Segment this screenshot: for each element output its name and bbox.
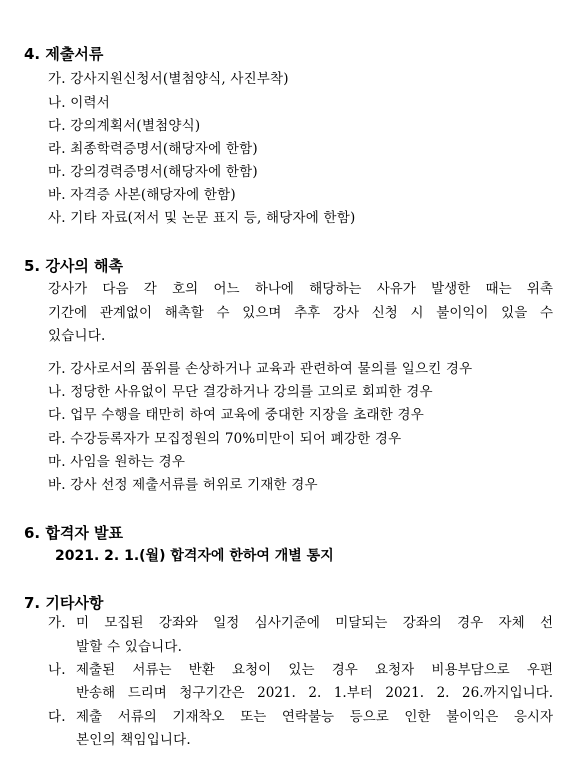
section-7-item-line: 미 모집된 강좌와 일정 심사기준에 미달되는 강좌의 경우 자체 선 xyxy=(76,615,553,631)
section-4-item: 사. 기타 자료(저서 및 논문 표지 등, 해당자에 한함) xyxy=(48,210,356,226)
section-4-item: 나. 이력서 xyxy=(48,95,110,111)
section-4-item: 가. 강사지원신청서(별첨양식, 사진부착) xyxy=(48,71,289,87)
section-5-item: 바. 강사 선정 제출서류를 허위로 기재한 경우 xyxy=(48,477,318,493)
section-4-item: 다. 강의계획서(별첨양식) xyxy=(48,118,201,134)
section-5-heading: 5. 강사의 해촉 xyxy=(24,257,124,275)
section-7-item-line: 발할 수 있습니다. xyxy=(76,639,183,655)
section-5-intro-line: 있습니다. xyxy=(48,328,106,344)
section-6-heading: 6. 합격자 발표 xyxy=(24,524,124,542)
announcement-date: 2021. 2. 1.(월) 합격자에 한하여 개별 통지 xyxy=(55,548,334,564)
section-7-item-label: 가. xyxy=(48,615,66,631)
section-7-item-label: 다. xyxy=(48,709,66,725)
section-5-intro-line: 기간에 관계없이 해촉할 수 있으며 추후 강사 신청 시 불이익이 있을 수 xyxy=(48,305,553,321)
section-7-item-label: 나. xyxy=(48,662,66,678)
section-5-item: 라. 수강등록자가 모집정원의 70%미만이 되어 폐강한 경우 xyxy=(48,431,402,447)
section-7-item-line: 본인의 책임입니다. xyxy=(76,732,191,748)
section-5-item: 가. 강사로서의 품위를 손상하거나 교육과 관련하여 물의를 일으킨 경우 xyxy=(48,361,473,377)
section-5-intro-line: 강사가 다음 각 호의 어느 하나에 해당하는 사유가 발생한 때는 위촉 xyxy=(48,281,553,297)
section-5-item: 마. 사임을 원하는 경우 xyxy=(48,454,186,470)
section-4-item: 마. 강의경력증명서(해당자에 한함) xyxy=(48,164,258,180)
section-4-item: 바. 자격증 사본(해당자에 한함) xyxy=(48,187,236,203)
section-5-item: 나. 정당한 사유없이 무단 결강하거나 강의를 고의로 회피한 경우 xyxy=(48,384,433,400)
section-4-heading: 4. 제출서류 xyxy=(24,45,104,63)
section-7-item-line: 제출 서류의 기재착오 또는 연락불능 등으로 인한 불이익은 응시자 xyxy=(76,709,553,725)
section-7-item-line: 반송해 드리며 청구기간은 2021. 2. 1.부터 2021. 2. 26.까지입니다. xyxy=(76,685,553,701)
section-7-item-line: 제출된 서류는 반환 요청이 있는 경우 요청자 비용부담으로 우편 xyxy=(76,662,553,678)
section-7-heading: 7. 기타사항 xyxy=(24,594,104,612)
section-4-item: 라. 최종학력증명서(해당자에 한함) xyxy=(48,141,258,157)
section-5-item: 다. 업무 수행을 태만히 하여 교육에 중대한 지장을 초래한 경우 xyxy=(48,407,424,423)
